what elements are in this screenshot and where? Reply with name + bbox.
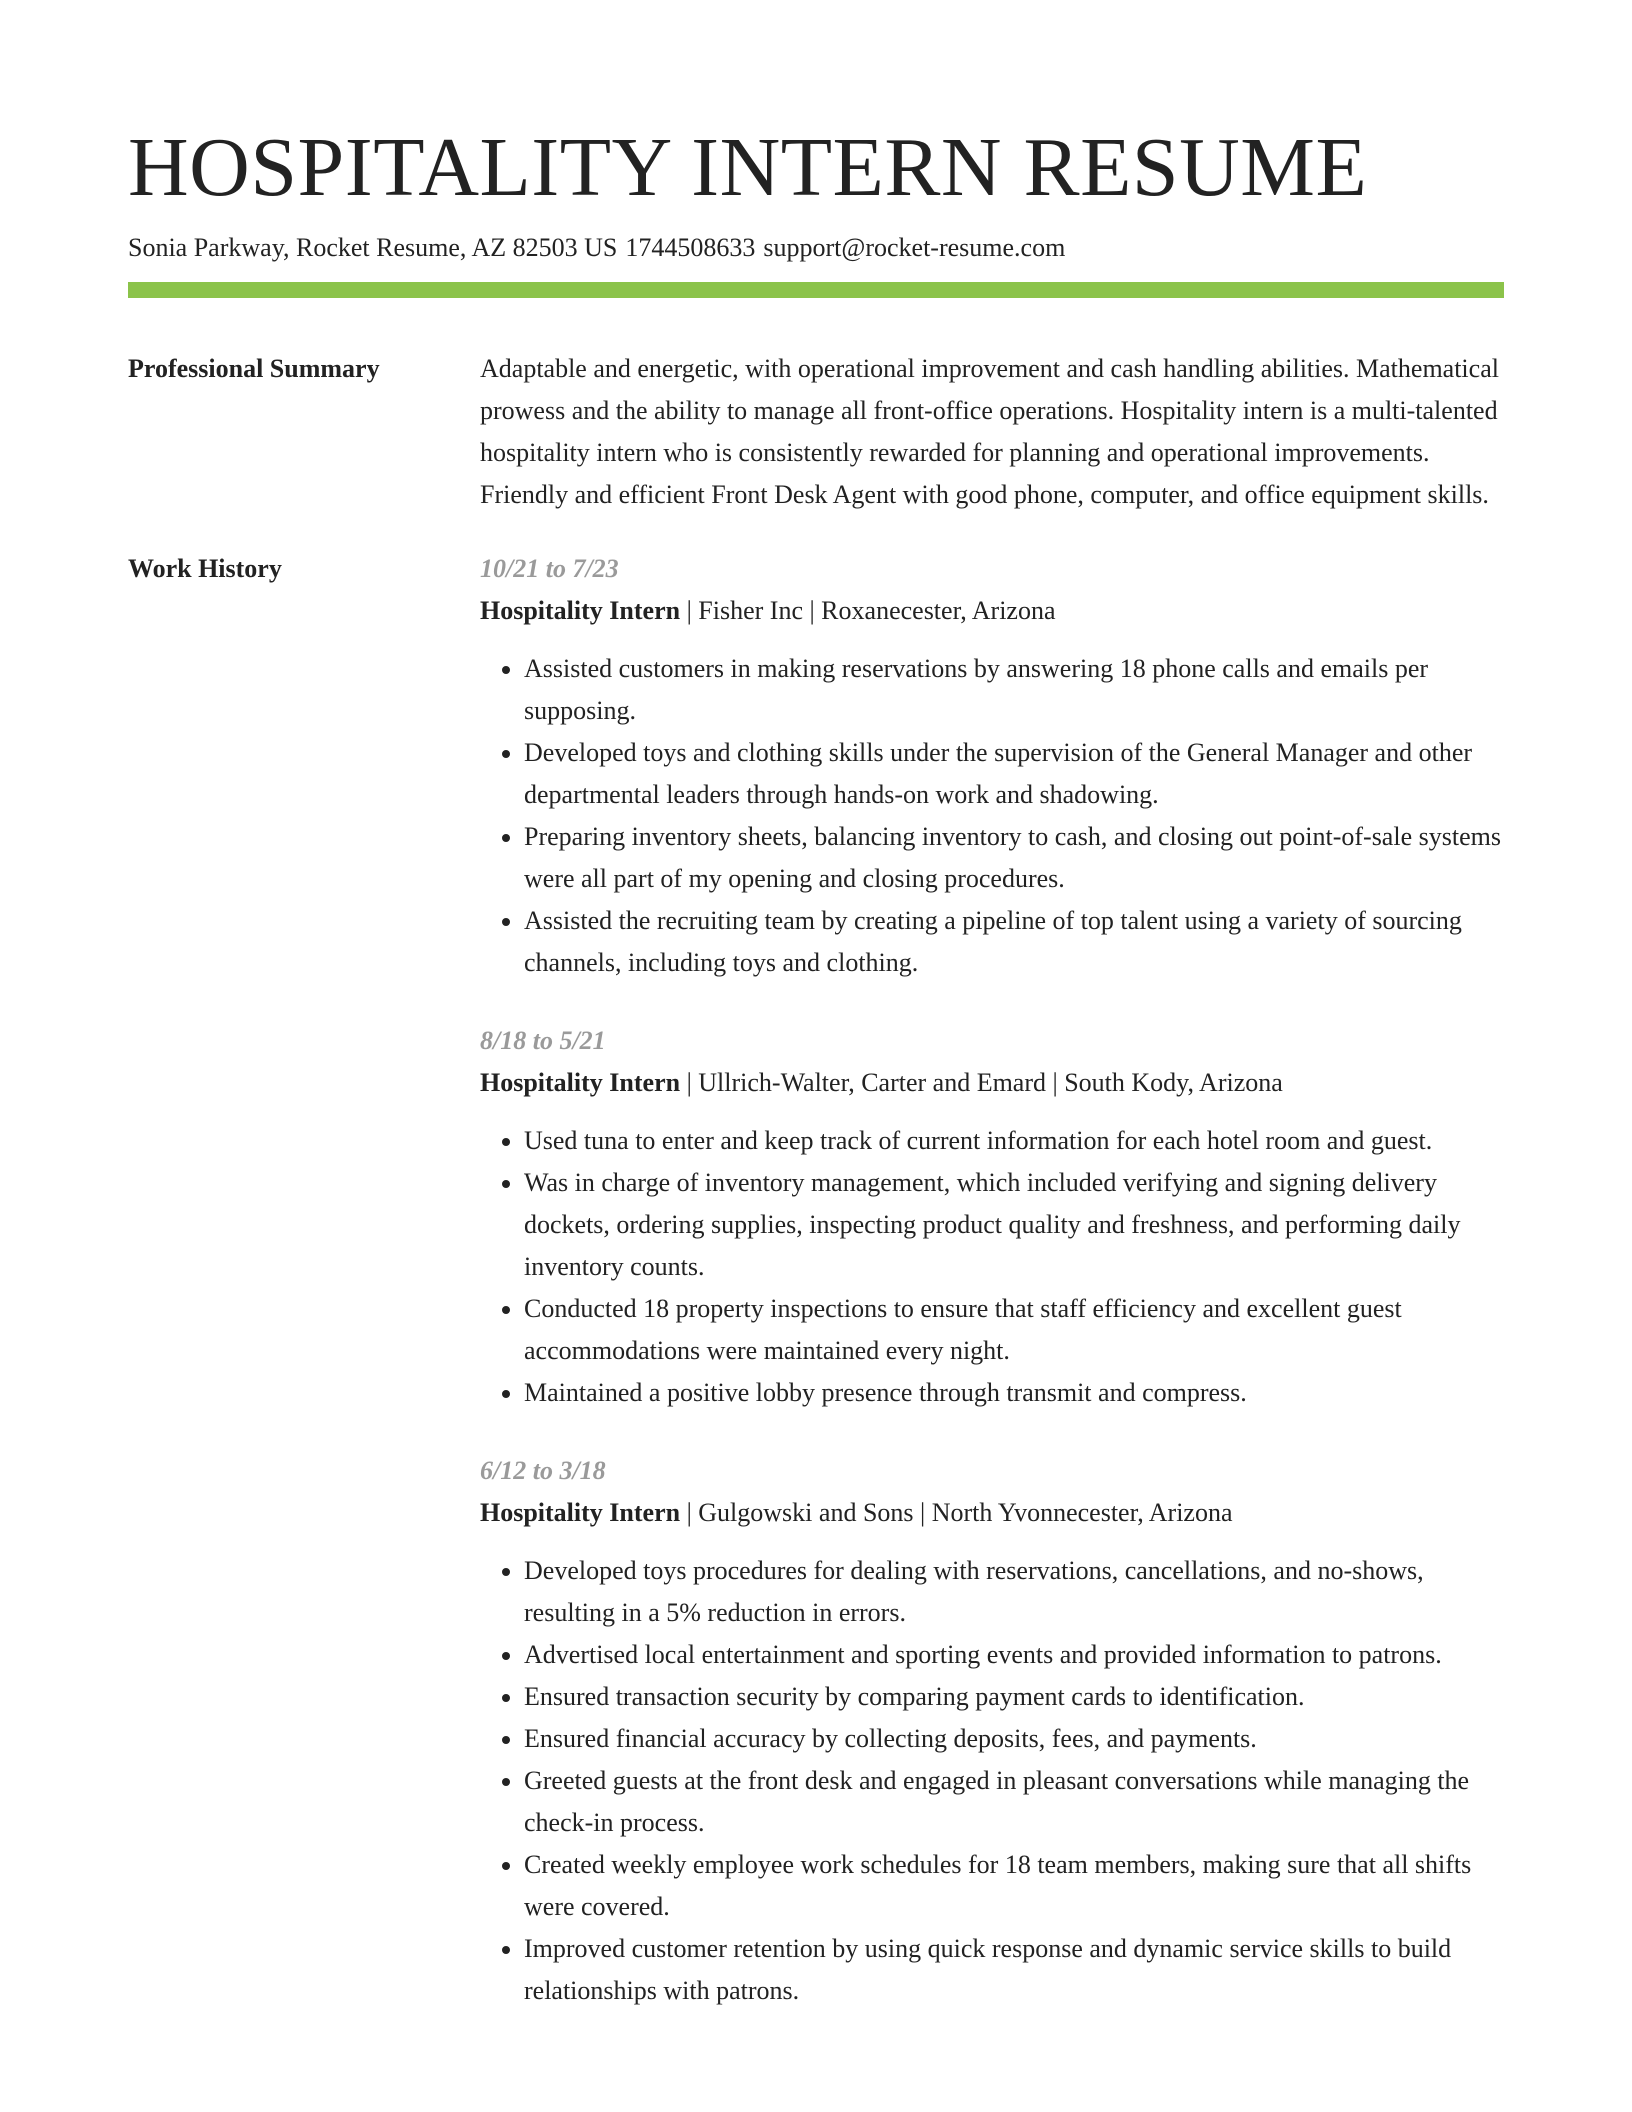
job-entry [480, 1450, 1504, 2012]
job-bullets [480, 1550, 1504, 2012]
job-bullet: • Improved customer retention by using quick response and dynamic service skills to build relationships with patrons. [524, 1928, 1504, 2012]
job-heading [480, 1062, 1504, 1104]
contact-phone: 1744508633 [625, 233, 756, 262]
contact-email: support@rocket-resume.com [763, 233, 1066, 262]
professional-summary-section [128, 348, 1504, 516]
job-bullet: • Preparing inventory sheets, balancing inventory to cash, and closing out point-of-sale systems were all part of my opening and closing procedures. [524, 816, 1504, 900]
contact-line [128, 230, 1504, 266]
job-company-location: | Fisher Inc | Roxanecester, Arizona [680, 596, 1056, 625]
job-title: Hospitality Intern [480, 1068, 681, 1097]
job-title: Hospitality Intern [480, 1498, 681, 1527]
job-dates: 6/12 to 3/18 [480, 1456, 606, 1485]
job-bullet: • Assisted the recruiting team by creating a pipeline of top talent using a variety of sourcing channels, including toys and clothing. [524, 900, 1504, 984]
job-company-location: | Ullrich-Walter, Carter and Emard | South Kody, Arizona [680, 1068, 1283, 1097]
job-bullet: • Was in charge of inventory management, which included verifying and signing delivery dockets, ordering supplies, inspecting product quality and freshness, and performing daily inventory counts. [524, 1162, 1504, 1288]
job-bullet: • Maintained a positive lobby presence through transmit and compress. [524, 1372, 1504, 1414]
job-dates: 10/21 to 7/23 [480, 554, 619, 583]
job-heading [480, 1492, 1504, 1534]
job-bullet: • Developed toys and clothing skills under the supervision of the General Manager and other departmental leaders through hands-on work and shadowing. [524, 732, 1504, 816]
job-bullet: • Greeted guests at the front desk and engaged in pleasant conversations while managing the check-in process. [524, 1760, 1504, 1844]
job-bullet: • Developed toys procedures for dealing with reservations, cancellations, and no-shows, resulting in a 5% reduction in errors. [524, 1550, 1504, 1634]
resume-title: HOSPITALITY INTERN RESUME [128, 121, 1368, 214]
job-title: Hospitality Intern [480, 596, 681, 625]
job-bullets [480, 648, 1504, 984]
job-bullet: • Ensured financial accuracy by collecting deposits, fees, and payments. [524, 1718, 1504, 1760]
job-bullet: • Ensured transaction security by comparing payment cards to identification. [524, 1676, 1504, 1718]
job-heading [480, 590, 1504, 632]
job-company-location: | Gulgowski and Sons | North Yvonnecester, Arizona [680, 1498, 1233, 1527]
job-entry [480, 548, 1504, 984]
job-bullet: • Conducted 18 property inspections to ensure that staff efficiency and excellent guest accommodations were maintained every night. [524, 1288, 1504, 1372]
section-label-summary: Professional Summary [128, 354, 380, 383]
job-bullet: • Used tuna to enter and keep track of current information for each hotel room and guest. [524, 1120, 1504, 1162]
job-bullet: • Created weekly employee work schedules for 18 team members, making sure that all shifts were covered. [524, 1844, 1504, 1928]
work-history-section [128, 548, 1504, 2048]
section-label-work-history: Work History [128, 554, 282, 583]
summary-text: Adaptable and energetic, with operational improvement and cash handling abilities. Mathematical prowess and the ability to manage all front-office operations. Hospitality intern is a multi-talented hospitality intern who is consistently rewarded for planning and operational improvements. Friendly and efficient Front Desk Agent with good phone, computer, and office equipment skills. [480, 354, 1499, 509]
header-divider [128, 282, 1504, 298]
job-bullets [480, 1120, 1504, 1414]
job-bullet: • Assisted customers in making reservations by answering 18 phone calls and emails per supposing. [524, 648, 1504, 732]
resume-page [128, 0, 1504, 2048]
contact-address: Sonia Parkway, Rocket Resume, AZ 82503 US [128, 233, 618, 262]
job-entry [480, 1020, 1504, 1414]
job-list [480, 548, 1504, 2048]
job-dates: 8/18 to 5/21 [480, 1026, 606, 1055]
job-bullet: • Advertised local entertainment and sporting events and provided information to patrons. [524, 1634, 1504, 1676]
